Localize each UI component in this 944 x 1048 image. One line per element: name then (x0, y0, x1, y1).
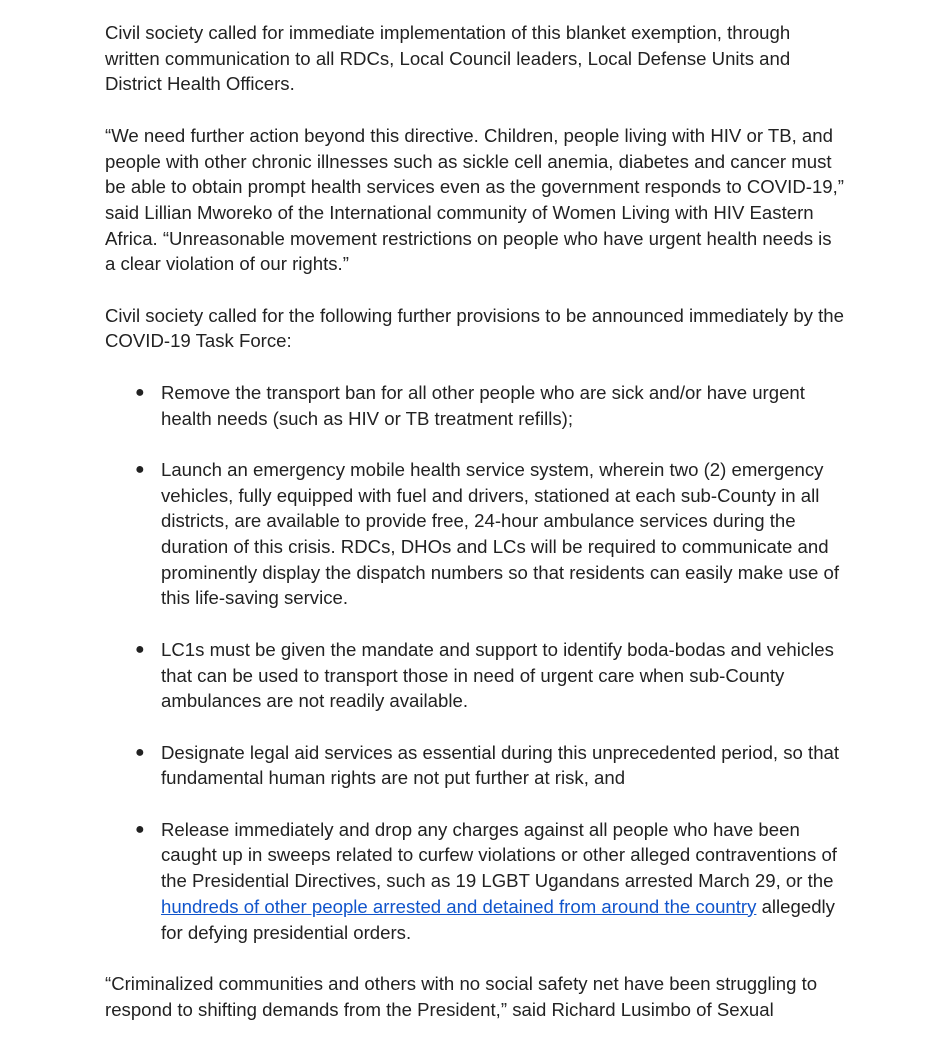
paragraph-quote-lusimbo: “Criminalized communities and others with no social safety net have been struggling to respond to shifting demands from the President,” said Richard Lusimbo of Sexual (105, 972, 818, 1020)
bullet-icon: ● (135, 743, 145, 761)
document-body (105, 20, 845, 1048)
list-item-text-before-link: Release immediately and drop any charges against all people who have been caught up in sweeps related to curfew violations or other alleged contraventions of the Presidential Directives, such as 19 LGBT Ugandans arrested March 29, or the (161, 818, 837, 892)
provisions-list (105, 380, 845, 945)
bullet-icon: ● (135, 460, 145, 478)
paragraph-exemption: Civil society called for immediate implementation of this blanket exemption, through written communication to all RDCs, Local Council leaders, Local Defense Units and District Health Officers. (105, 22, 791, 95)
bullet-icon: ● (135, 640, 145, 658)
arrests-article-link[interactable]: hundreds of other people arrested and detained from around the country (161, 895, 757, 917)
list-item-text: Remove the transport ban for all other people who are sick and/or have urgent health needs (such as HIV or TB treatment refills); (161, 381, 805, 429)
list-item (105, 637, 845, 714)
list-item-text: LC1s must be given the mandate and support to identify boda-bodas and vehicles that can be used to transport those in need of urgent care when sub-County ambulances are not readily available. (161, 638, 834, 712)
paragraph-provisions-intro: Civil society called for the following further provisions to be announced immediately by the COVID-19 Task Force: (105, 304, 844, 352)
list-item (105, 457, 845, 611)
bullet-icon: ● (135, 820, 145, 838)
list-item (105, 380, 845, 431)
paragraph-quote-mworeko: “We need further action beyond this directive. Children, people living with HIV or TB, and people with other chronic illnesses such as sickle cell anemia, diabetes and cancer must be able to obtain prompt health services even as the government responds to COVID-19,” said Lillian Mworeko of the International community of Women Living with HIV Eastern Africa. “Unreasonable movement restrictions on people who have urgent health needs is a clear violation of our rights.” (105, 124, 844, 275)
list-item-text-after-link: allegedly for defying presidential orders. (161, 895, 835, 943)
list-item (105, 817, 845, 946)
bullet-icon: ● (135, 383, 145, 401)
list-item (105, 740, 845, 791)
list-item-text (161, 819, 837, 943)
list-item-text: Designate legal aid services as essential during this unprecedented period, so that fundamental human rights are not put further at risk, and (161, 741, 840, 789)
list-item-text: Launch an emergency mobile health service system, wherein two (2) emergency vehicles, fully equipped with fuel and drivers, stationed at each sub-County in all districts, are available to provide free, 24-hour ambulance services during the duration of this crisis. RDCs, DHOs and LCs will be required to communicate and prominently display the dispatch numbers so that residents can easily make use of this life-saving service. (161, 458, 839, 609)
